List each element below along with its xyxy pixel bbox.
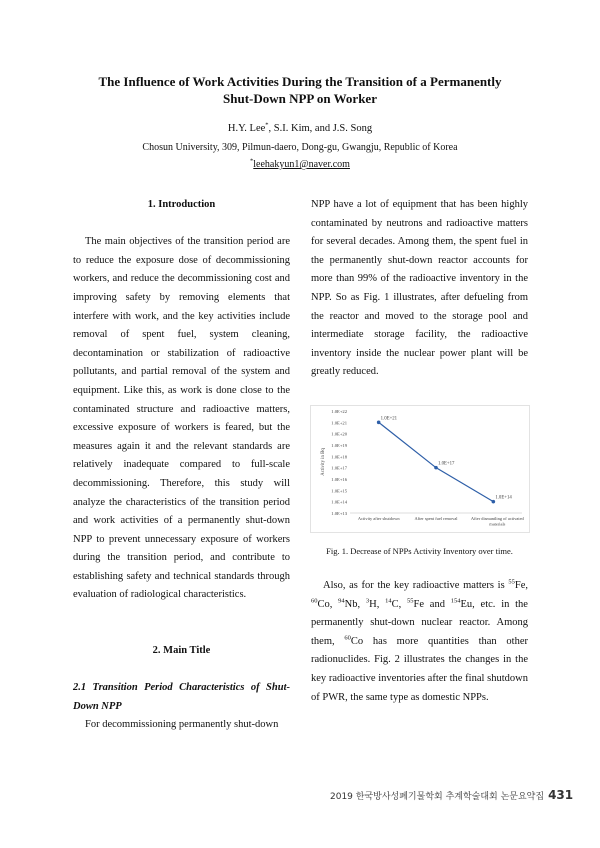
page-number: 431 <box>548 788 574 802</box>
data-label: 1.0E+14 <box>495 495 512 501</box>
y-axis-label: Activity in Bq <box>321 448 326 476</box>
y-tick-label: 1.0E+15 <box>331 488 347 494</box>
affiliation: Chosun University, 309, Pilmun-daero, Dong-gu, Gwangju, Republic of Korea <box>142 142 458 153</box>
y-tick-label: 1.0E+13 <box>331 511 347 516</box>
email-line <box>60 158 540 172</box>
x-tick-label: After dismantling of activated <box>470 516 524 521</box>
intro-paragraph: The main objectives of the transition period are to reduce the exposure dose of decommissioning workers, and reduce the decommissioning cost and improving safety by removing elements that interfere with work, and the key activities include removal of spent fuel, system cleaning, decontamination or stabilization of radioactive pollutants, and partial removal of the system and equipment. Like this, as work is done close to the contaminated structure and radioactive matters, excessive exposure of workers is feared, but the measures again it and the relevant standards are relatively inadequate compared to full-scale decommissioning. Therefore, this study will analyze the characteristics of the transition period and work activities of a permanently shut-down NPP to prevent unnecessary exposure of workers during the transition period, and contribute to establishing safety and technical standards through evaluation of radiological characteristics. <box>73 236 290 601</box>
author-first: H.Y. Lee <box>227 123 266 134</box>
y-tick-label: 1.0E+19 <box>331 443 347 448</box>
y-tick-label: 1.0E+14 <box>331 499 347 505</box>
author-list <box>60 122 540 136</box>
data-label: 1.0E+21 <box>380 416 398 422</box>
figure-caption: Fig. 1. Decrease of NPPs Activity Inventory over time. <box>326 546 513 556</box>
section-heading-main: 2. Main Title <box>152 645 211 657</box>
corresponding-mark: * <box>265 121 269 129</box>
y-tick-label: 1.0E+20 <box>331 431 347 437</box>
x-tick-label-cont: materials <box>489 521 506 527</box>
x-tick-label: Activity after shutdown <box>357 516 400 521</box>
paper-title <box>60 73 540 107</box>
subsection-heading: 2.1 Transition Period Characteristics of Shut-Down NPP <box>73 682 290 712</box>
spacer <box>73 661 290 680</box>
title-line-2: Shut-Down NPP on Worker <box>223 91 377 106</box>
y-tick-label: 1.0E+22 <box>331 409 347 414</box>
subsection-paragraph: For decommissioning permanently shut-down <box>85 719 279 731</box>
email-mark: * <box>250 157 254 165</box>
activity-line-chart <box>310 405 530 533</box>
spacer <box>73 215 290 234</box>
y-tick-label: 1.0E+18 <box>331 454 347 460</box>
spacer <box>73 605 290 642</box>
y-tick-label: 1.0E+17 <box>331 465 347 471</box>
page-footer <box>330 788 574 802</box>
y-tick-label: 1.0E+16 <box>331 477 347 482</box>
email-link[interactable]: leehakyun1@naver.com <box>253 159 350 170</box>
right-column <box>311 196 528 382</box>
data-label: 1.0E+17 <box>438 461 455 467</box>
section-heading-introduction: 1. Introduction <box>147 199 216 210</box>
footer-text: 2019 한국방사성폐기물학회 추계학술대회 논문요약집 <box>330 792 545 802</box>
y-tick-label: 1.0E+21 <box>331 420 347 426</box>
right-paragraph-2: Also, as for the key radioactive matters is $^{55}$Fe, $^{60}$Co, $^{94}$Nb, $^3$H, $^{14}$C, $^{55}$Fe and $^{154}$Eu, etc. in the permanently shut-down nuclear reactor. Among them, $^{60}$Co has more quantities than other radionuclides. Fig. 2 illustrates the changes in the key radioactive inventories after the final shutdown of PWR, the same type as domestic NPPs. <box>311 578 528 703</box>
x-tick-label: After spent fuel removal <box>414 516 458 521</box>
left-column <box>73 196 290 735</box>
title-line-1: The Influence of Work Activities During the Transition of a Permanently <box>98 74 502 89</box>
author-rest: , S.I. Kim, and J.S. Song <box>268 123 373 134</box>
figure-1-chart <box>310 405 530 533</box>
right-paragraph-1: NPP have a lot of equipment that has been highly contaminated by neutrons and radioactive matters for several decades. Among them, the spent fuel in the permanently shut-down reactor accounts for more than 99% of the radioactive inventory in the NPP. So as Fig. 1 illustrates, after defueling from the reactor and moved to the storage pool and intermediate storage facility, the radioactive inventory inside the nuclear power plant will be greatly reduced. <box>311 199 528 378</box>
